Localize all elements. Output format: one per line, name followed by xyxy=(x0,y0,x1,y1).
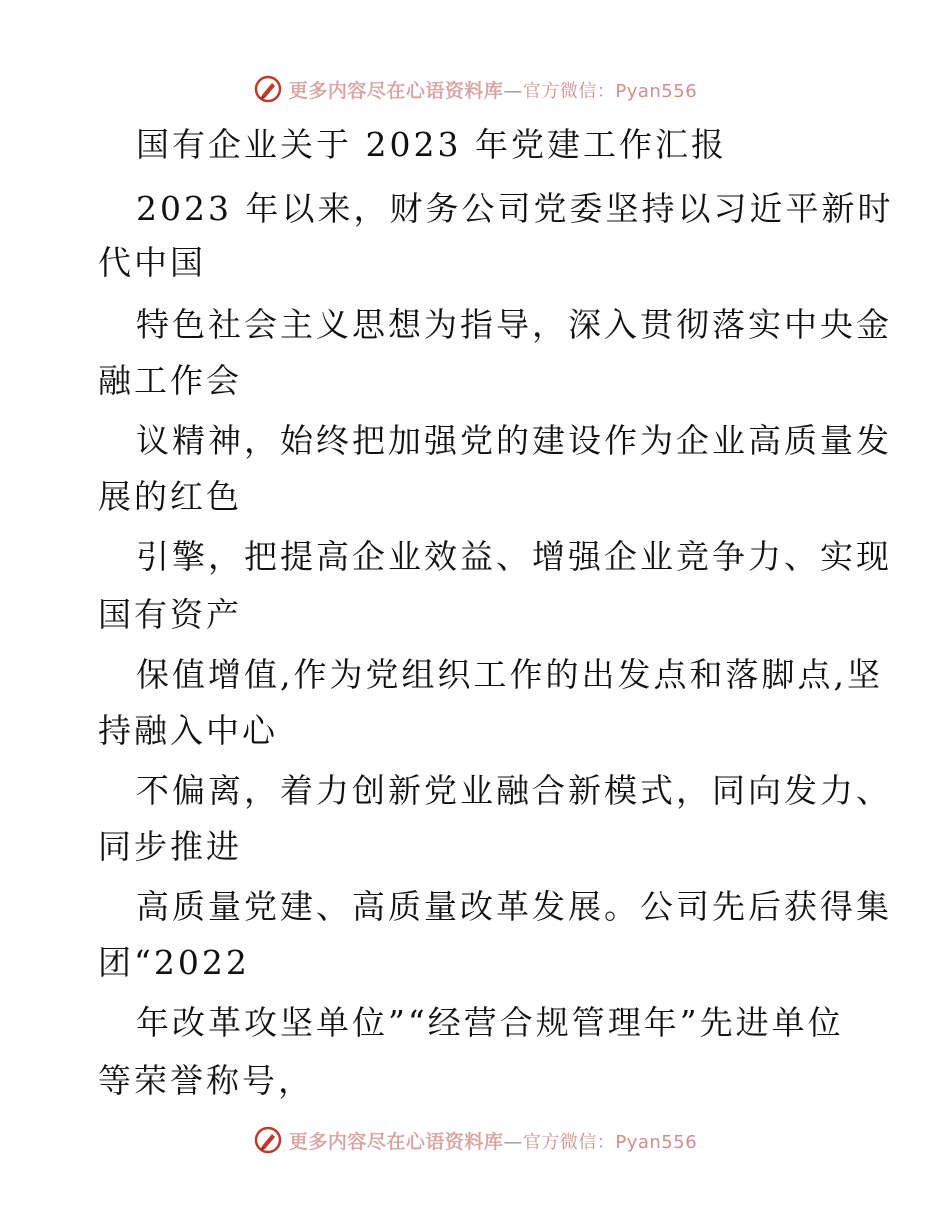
paragraph-line: 等荣誉称号， xyxy=(98,1061,314,1100)
paragraph-line: 国有资产 xyxy=(98,595,242,634)
paragraph-line: 高质量党建、高质量改革发展。公司先后获得集 xyxy=(136,887,892,926)
paragraph-line: 特色社会主义思想为指导，深入贯彻落实中央金 xyxy=(136,305,892,344)
watermark-text xyxy=(289,1127,697,1154)
paragraph-line: 年改革攻坚单位”“经营合规管理年”先进单位 xyxy=(136,1003,844,1042)
pen-logo-icon xyxy=(253,1125,283,1155)
header-watermark xyxy=(0,72,950,106)
paragraph-line: 保值增值,作为党组织工作的出发点和落脚点,坚 xyxy=(136,655,883,694)
paragraph-line: 持融入中心 xyxy=(98,711,278,750)
watermark-separator: — xyxy=(503,1130,523,1153)
paragraph-line: 议精神，始终把加强党的建设作为企业高质量发 xyxy=(136,421,892,460)
document-title: 国有企业关于 2023 年党建工作汇报 xyxy=(136,125,727,164)
paragraph-line: 团“2022 xyxy=(98,943,250,982)
watermark-separator: — xyxy=(503,79,523,102)
paragraph-line: 展的红色 xyxy=(98,477,242,516)
pen-logo-icon xyxy=(253,74,283,104)
paragraph-line: 同步推进 xyxy=(98,827,242,866)
paragraph-line: 融工作会 xyxy=(98,361,242,400)
watermark-text xyxy=(289,76,697,103)
paragraph-line: 不偏离，着力创新党业融合新模式，同向发力、 xyxy=(136,771,892,810)
watermark-contact: 官方微信：Pyan556 xyxy=(522,80,698,102)
paragraph-line: 引擎，把提高企业效益、增强企业竞争力、实现 xyxy=(136,537,892,576)
paragraph-line: 代中国 xyxy=(98,243,206,282)
watermark-brand: 更多内容尽在心语资料库 xyxy=(288,1130,504,1153)
footer-watermark xyxy=(0,1123,950,1157)
paragraph-line: 2023 年以来，财务公司党委坚持以习近平新时 xyxy=(136,189,894,228)
watermark-contact: 官方微信：Pyan556 xyxy=(522,1131,698,1153)
watermark-brand: 更多内容尽在心语资料库 xyxy=(288,79,504,102)
